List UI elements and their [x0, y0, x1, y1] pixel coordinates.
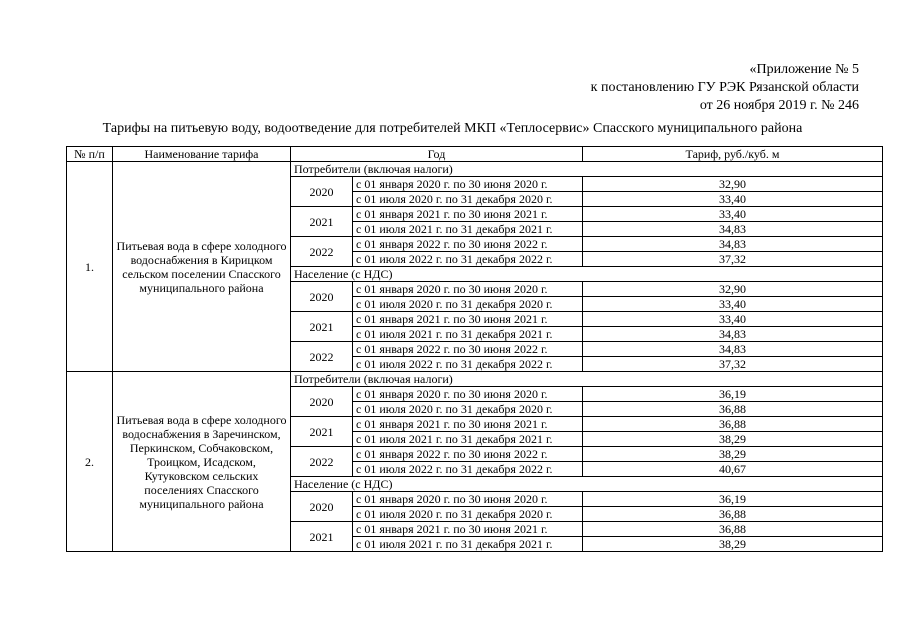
row-number: 1.	[67, 162, 113, 372]
appendix-label: «Приложение № 5	[749, 62, 859, 77]
period-cell: с 01 июля 2021 г. по 31 декабря 2021 г.	[353, 327, 583, 342]
tariff-table	[66, 146, 883, 552]
col-header-year: Год	[291, 147, 583, 162]
document-title: Тарифы на питьевую воду, водоотведение для потребителей МКП «Теплосервис» Спасского муниципального района	[102, 121, 803, 136]
col-header-tariff: Тариф, руб./куб. м	[583, 147, 883, 162]
period-cell: с 01 июля 2022 г. по 31 декабря 2022 г.	[353, 462, 583, 477]
tariff-value: 36,19	[583, 387, 883, 402]
tariff-value: 36,88	[583, 507, 883, 522]
tariff-value: 37,32	[583, 357, 883, 372]
period-cell: с 01 июля 2020 г. по 31 декабря 2020 г.	[353, 402, 583, 417]
tariff-value: 36,88	[583, 417, 883, 432]
tariff-name: Питьевая вода в сфере холодного водоснабжения в Кирицком сельском поселении Спасского муниципального района	[113, 162, 291, 372]
group-row	[67, 162, 883, 177]
period-cell: с 01 июля 2021 г. по 31 декабря 2021 г.	[353, 222, 583, 237]
period-cell: с 01 июля 2020 г. по 31 декабря 2020 г.	[353, 507, 583, 522]
tariff-value: 34,83	[583, 237, 883, 252]
tariff-value: 33,40	[583, 312, 883, 327]
year-cell: 2021	[291, 207, 353, 237]
tariff-value: 33,40	[583, 207, 883, 222]
group-row	[67, 372, 883, 387]
period-cell: с 01 января 2020 г. по 30 июня 2020 г.	[353, 492, 583, 507]
table-body	[67, 162, 883, 552]
period-cell: с 01 января 2020 г. по 30 июня 2020 г.	[353, 177, 583, 192]
year-cell: 2022	[291, 342, 353, 372]
period-cell: с 01 января 2021 г. по 30 июня 2021 г.	[353, 417, 583, 432]
tariff-value: 36,19	[583, 492, 883, 507]
period-cell: с 01 июля 2021 г. по 31 декабря 2021 г.	[353, 537, 583, 552]
year-cell: 2020	[291, 387, 353, 417]
tariff-name: Питьевая вода в сфере холодного водоснабжения в Заречинском, Перкинском, Собчаковском, Троицком, Исадском, Кутуковском сельских поселениях Спасского муниципального района	[113, 372, 291, 552]
tariff-value: 38,29	[583, 537, 883, 552]
period-cell: с 01 июля 2022 г. по 31 декабря 2022 г.	[353, 252, 583, 267]
year-cell: 2022	[291, 237, 353, 267]
tariff-value: 33,40	[583, 192, 883, 207]
resolution-date: от 26 ноября 2019 г. № 246	[699, 98, 859, 113]
col-header-name: Наименование тарифа	[113, 147, 291, 162]
row-number: 2.	[67, 372, 113, 552]
period-cell: с 01 января 2022 г. по 30 июня 2022 г.	[353, 447, 583, 462]
period-cell: с 01 июля 2022 г. по 31 декабря 2022 г.	[353, 357, 583, 372]
tariff-value: 34,83	[583, 342, 883, 357]
period-cell: с 01 января 2021 г. по 30 июня 2021 г.	[353, 207, 583, 222]
period-cell: с 01 января 2022 г. по 30 июня 2022 г.	[353, 342, 583, 357]
col-header-num: № п/п	[67, 147, 113, 162]
tariff-value: 34,83	[583, 327, 883, 342]
period-cell: с 01 января 2021 г. по 30 июня 2021 г.	[353, 312, 583, 327]
tariff-value: 36,88	[583, 402, 883, 417]
consumer-group-label: Потребители (включая налоги)	[291, 372, 883, 387]
tariff-value: 34,83	[583, 222, 883, 237]
year-cell: 2020	[291, 282, 353, 312]
tariff-value: 33,40	[583, 297, 883, 312]
period-cell: с 01 июля 2021 г. по 31 декабря 2021 г.	[353, 432, 583, 447]
period-cell: с 01 января 2020 г. по 30 июня 2020 г.	[353, 282, 583, 297]
tariff-value: 37,32	[583, 252, 883, 267]
period-cell: с 01 июля 2020 г. по 31 декабря 2020 г.	[353, 192, 583, 207]
consumer-group-label: Население (с НДС)	[291, 477, 883, 492]
tariff-value: 36,88	[583, 522, 883, 537]
year-cell: 2021	[291, 312, 353, 342]
tariff-value: 40,67	[583, 462, 883, 477]
tariff-value: 32,90	[583, 282, 883, 297]
period-cell: с 01 января 2022 г. по 30 июня 2022 г.	[353, 237, 583, 252]
period-cell: с 01 января 2021 г. по 30 июня 2021 г.	[353, 522, 583, 537]
table-header-row	[67, 147, 883, 162]
consumer-group-label: Потребители (включая налоги)	[291, 162, 883, 177]
period-cell: с 01 января 2020 г. по 30 июня 2020 г.	[353, 387, 583, 402]
year-cell: 2020	[291, 177, 353, 207]
year-cell: 2021	[291, 417, 353, 447]
period-cell: с 01 июля 2020 г. по 31 декабря 2020 г.	[353, 297, 583, 312]
year-cell: 2020	[291, 492, 353, 522]
consumer-group-label: Население (с НДС)	[291, 267, 883, 282]
tariff-value: 32,90	[583, 177, 883, 192]
year-cell: 2021	[291, 522, 353, 552]
year-cell: 2022	[291, 447, 353, 477]
resolution-reference: к постановлению ГУ РЭК Рязанской области	[590, 80, 859, 95]
tariff-value: 38,29	[583, 432, 883, 447]
tariff-value: 38,29	[583, 447, 883, 462]
